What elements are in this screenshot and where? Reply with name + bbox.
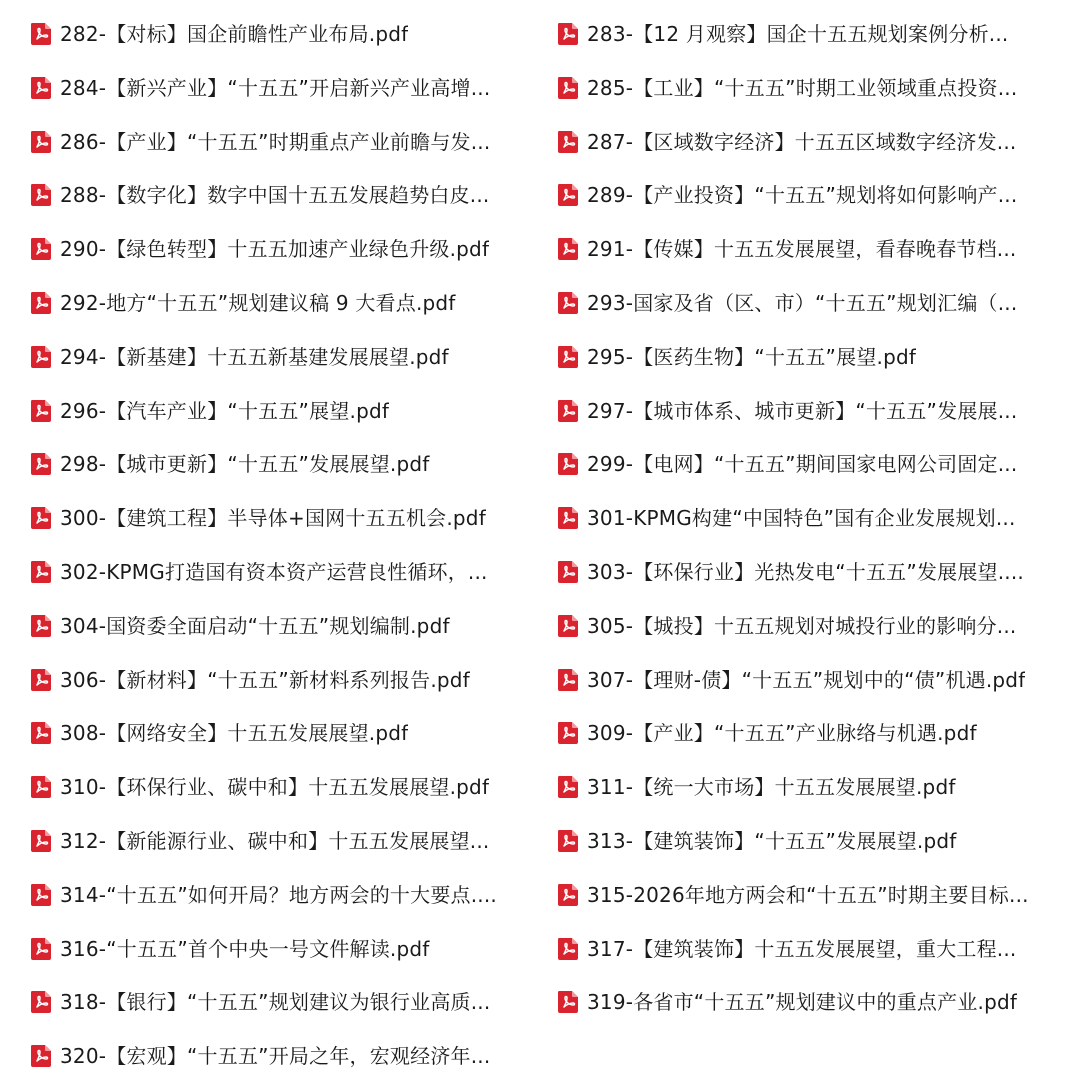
file-name: 304-国资委全面启动“十五五”规划编制.pdf xyxy=(60,613,450,638)
pdf-file-icon xyxy=(557,721,579,745)
file-name: 295-【医药生物】“十五五”展望.pdf xyxy=(587,344,917,369)
pdf-file-icon xyxy=(557,76,579,100)
file-item[interactable] xyxy=(557,14,1057,54)
pdf-file-icon xyxy=(557,399,579,423)
file-name: 293-国家及省（区、市）“十五五”规划汇编（... xyxy=(587,291,1018,315)
file-name: 301-KPMG构建“中国特色”国有企业发展规划... xyxy=(587,506,1016,531)
file-name: 285-【工业】“十五五”时期工业领域重点投资... xyxy=(587,75,1018,100)
file-name: 319-各省市“十五五”规划建议中的重点产业.pdf xyxy=(587,990,1018,1015)
file-name: 318-【银行】“十五五”规划建议为银行业高质... xyxy=(60,990,491,1015)
file-item[interactable] xyxy=(30,929,530,969)
file-item[interactable] xyxy=(30,337,530,377)
pdf-file-icon xyxy=(30,668,52,692)
file-name: 292-地方“十五五”规划建议稿 9 大看点.pdf xyxy=(60,291,456,315)
pdf-file-icon xyxy=(30,452,52,476)
file-item[interactable] xyxy=(30,444,530,484)
file-item[interactable] xyxy=(557,821,1057,861)
pdf-file-icon xyxy=(30,990,52,1014)
file-item[interactable] xyxy=(557,68,1057,108)
file-item[interactable] xyxy=(557,391,1057,431)
pdf-file-icon xyxy=(30,237,52,261)
file-name: 296-【汽车产业】“十五五”展望.pdf xyxy=(60,398,390,423)
pdf-file-icon xyxy=(557,237,579,261)
file-name: 286-【产业】“十五五”时期重点产业前瞻与发... xyxy=(60,129,491,154)
file-name: 315-2026年地方两会和“十五五”时期主要目标... xyxy=(587,882,1029,907)
pdf-file-icon xyxy=(557,22,579,46)
pdf-file-icon xyxy=(557,452,579,476)
pdf-file-icon xyxy=(30,22,52,46)
file-name: 297-【城市体系、城市更新】“十五五”发展展... xyxy=(587,398,1018,423)
pdf-file-icon xyxy=(30,1044,52,1068)
file-name: 298-【城市更新】“十五五”发展展望.pdf xyxy=(60,452,430,477)
file-name: 306-【新材料】“十五五”新材料系列报告.pdf xyxy=(60,667,470,692)
pdf-file-icon xyxy=(557,937,579,961)
file-item[interactable] xyxy=(30,283,530,323)
file-item[interactable] xyxy=(30,391,530,431)
file-name: 303-【环保行业】光热发电“十五五”发展展望.... xyxy=(587,560,1024,584)
file-item[interactable] xyxy=(557,337,1057,377)
file-item[interactable] xyxy=(557,498,1057,538)
pdf-file-icon xyxy=(557,130,579,154)
file-name: 317-【建筑装饰】十五五发展展望，重大工程... xyxy=(587,936,1017,961)
file-item[interactable] xyxy=(557,444,1057,484)
file-name: 290-【绿色转型】十五五加速产业绿色升级.pdf xyxy=(60,237,490,262)
file-item[interactable] xyxy=(557,660,1057,700)
pdf-file-icon xyxy=(557,668,579,692)
file-item[interactable] xyxy=(557,767,1057,807)
file-item[interactable] xyxy=(30,68,530,108)
file-name: 316-“十五五”首个中央一号文件解读.pdf xyxy=(60,936,430,961)
pdf-file-icon xyxy=(557,775,579,799)
pdf-file-icon xyxy=(30,775,52,799)
file-item[interactable] xyxy=(557,606,1057,646)
file-item[interactable] xyxy=(30,1036,530,1076)
file-item[interactable] xyxy=(557,229,1057,269)
file-item[interactable] xyxy=(557,982,1057,1022)
file-name: 294-【新基建】十五五新基建发展展望.pdf xyxy=(60,344,449,369)
pdf-file-icon xyxy=(30,399,52,423)
file-item[interactable] xyxy=(30,875,530,915)
file-name: 305-【城投】十五五规划对城投行业的影响分... xyxy=(587,613,1017,638)
pdf-file-icon xyxy=(30,506,52,530)
file-item[interactable] xyxy=(30,606,530,646)
file-item[interactable] xyxy=(30,660,530,700)
file-name: 312-【新能源行业、碳中和】十五五发展展望... xyxy=(60,829,490,853)
file-name: 291-【传媒】十五五发展展望，看春晚春节档... xyxy=(587,237,1017,262)
pdf-file-icon xyxy=(30,883,52,907)
pdf-file-icon xyxy=(557,829,579,853)
pdf-file-icon xyxy=(557,506,579,530)
file-item[interactable] xyxy=(30,175,530,215)
pdf-file-icon xyxy=(557,345,579,369)
file-item[interactable] xyxy=(557,122,1057,162)
file-name: 309-【产业】“十五五”产业脉络与机遇.pdf xyxy=(587,721,977,746)
file-item[interactable] xyxy=(30,14,530,54)
file-name: 283-【12 月观察】国企十五五规划案例分析... xyxy=(587,22,1009,46)
file-name: 308-【网络安全】十五五发展展望.pdf xyxy=(60,721,409,746)
file-name: 282-【对标】国企前瞻性产业布局.pdf xyxy=(60,22,409,46)
pdf-file-icon xyxy=(557,883,579,907)
pdf-file-icon xyxy=(30,614,52,638)
file-name: 307-【理财-债】“十五五”规划中的“债”机遇.pdf xyxy=(587,667,1026,692)
file-item[interactable] xyxy=(30,498,530,538)
file-item[interactable] xyxy=(30,713,530,753)
file-name: 314-“十五五”如何开局？地方两会的十大要点.... xyxy=(60,882,497,907)
pdf-file-icon xyxy=(557,990,579,1014)
pdf-file-icon xyxy=(30,560,52,584)
file-item[interactable] xyxy=(30,122,530,162)
pdf-file-icon xyxy=(30,183,52,207)
file-name: 311-【统一大市场】十五五发展展望.pdf xyxy=(587,775,956,800)
file-item[interactable] xyxy=(557,552,1057,592)
file-name: 320-【宏观】“十五五”开局之年，宏观经济年... xyxy=(60,1044,491,1069)
file-name: 287-【区域数字经济】十五五区域数字经济发... xyxy=(587,129,1017,154)
pdf-file-icon xyxy=(30,829,52,853)
pdf-file-icon xyxy=(557,614,579,638)
pdf-file-icon xyxy=(30,76,52,100)
file-name: 300-【建筑工程】半导体+国网十五五机会.pdf xyxy=(60,506,486,531)
file-name: 289-【产业投资】“十五五”规划将如何影响产... xyxy=(587,183,1018,208)
pdf-file-icon xyxy=(557,291,579,315)
pdf-file-icon xyxy=(30,130,52,154)
file-item[interactable] xyxy=(557,929,1057,969)
pdf-file-icon xyxy=(30,721,52,745)
pdf-file-icon xyxy=(30,345,52,369)
file-name: 284-【新兴产业】“十五五”开启新兴产业高增... xyxy=(60,75,491,100)
pdf-file-icon xyxy=(30,937,52,961)
file-item[interactable] xyxy=(30,552,530,592)
file-item[interactable] xyxy=(30,982,530,1022)
pdf-file-icon xyxy=(557,183,579,207)
file-item[interactable] xyxy=(30,767,530,807)
file-name: 302-KPMG打造国有资本资产运营良性循环，... xyxy=(60,560,488,584)
pdf-file-icon xyxy=(557,560,579,584)
file-name: 313-【建筑装饰】“十五五”发展展望.pdf xyxy=(587,829,957,853)
file-name: 299-【电网】“十五五”期间国家电网公司固定... xyxy=(587,452,1018,477)
file-name: 288-【数字化】数字中国十五五发展趋势白皮... xyxy=(60,183,490,208)
file-name: 310-【环保行业、碳中和】十五五发展展望.pdf xyxy=(60,775,490,800)
file-item[interactable] xyxy=(557,283,1057,323)
file-item[interactable] xyxy=(557,175,1057,215)
file-item[interactable] xyxy=(557,713,1057,753)
file-item[interactable] xyxy=(557,875,1057,915)
file-item[interactable] xyxy=(30,821,530,861)
pdf-file-icon xyxy=(30,291,52,315)
file-item[interactable] xyxy=(30,229,530,269)
